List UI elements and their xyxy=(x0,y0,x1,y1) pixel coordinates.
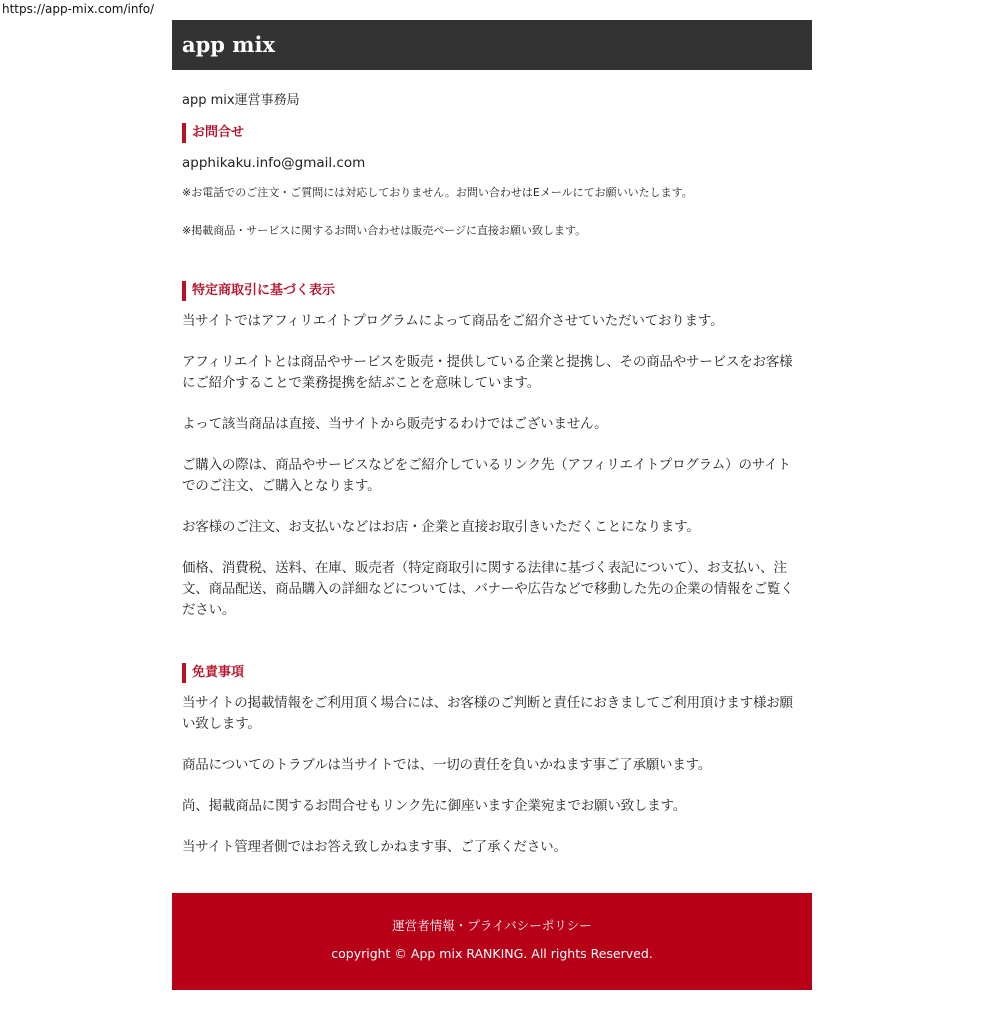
contact-heading: お問合せ xyxy=(182,123,802,143)
page-container xyxy=(172,20,812,990)
footer-link-privacy-policy[interactable]: プライバシーポリシー xyxy=(467,918,592,933)
page-url: https://app-mix.com/info/ xyxy=(2,2,155,16)
contact-note: ※掲載商品・サービスに関するお問い合わせは販売ページに直接お願い致します。 xyxy=(182,224,587,237)
disclaimer-body xyxy=(182,693,802,858)
copyright: copyright © App mix RANKING. All rights Reserved. xyxy=(331,946,653,961)
disclaimer-paragraph: 当サイトの掲載情報をご利用頂く場合には、お客様のご判断と責任におきましてご利用頂けます様お願い致します。 xyxy=(182,695,793,732)
footer-links xyxy=(172,893,812,934)
contact-note: ※お電話でのご注文・ご質問には対応しておりません。お問い合わせはEメールにてお願いいたします。 xyxy=(182,186,693,199)
organization-name: app mix運営事務局 xyxy=(182,93,300,108)
legal-heading: 特定商取引に基づく表示 xyxy=(182,281,802,301)
legal-paragraph: よって該当商品は直接、当サイトから販売するわけではございません。 xyxy=(182,416,608,432)
legal-paragraph: お客様のご注文、お支払いなどはお店・企業と直接お取引きいただくことになります。 xyxy=(182,519,700,535)
legal-paragraph: 価格、消費税、送料、在庫、販売者（特定商取引に関する法律に基づく表記について）、お支払い、注文、商品配送、商品購入の詳細などについては、バナーや広告などで移動した先の企業の情報をご覧ください。 xyxy=(182,560,794,618)
disclaimer-paragraph: 商品についてのトラブルは当サイトでは、一切の責任を負いかねます事ご了承願います。 xyxy=(182,757,712,773)
legal-paragraph: ご購入の際は、商品やサービスなどをご紹介しているリンク先（アフィリエイトプログラム）のサイトでのご注文、ご購入となります。 xyxy=(182,457,791,494)
contact-email: apphikaku.info@gmail.com xyxy=(182,155,366,171)
legal-body xyxy=(182,311,802,621)
disclaimer-paragraph: 尚、掲載商品に関するお問合せもリンク先に御座います企業宛までお願い致します。 xyxy=(182,798,687,814)
footer-link-separator: ・ xyxy=(454,918,468,933)
disclaimer-paragraph: 当サイト管理者側ではお答え致しかねます事、ご了承ください。 xyxy=(182,839,567,855)
site-footer xyxy=(172,893,812,990)
footer-link-operator-info[interactable]: 運営者情報 xyxy=(392,918,455,933)
site-header xyxy=(172,20,812,70)
main-content xyxy=(172,92,812,858)
legal-paragraph: 当サイトではアフィリエイトプログラムによって商品をご紹介させていただいております。 xyxy=(182,313,724,329)
legal-paragraph: アフィリエイトとは商品やサービスを販売・提供している企業と提携し、その商品やサービスをお客様にご紹介することで業務提携を結ぶことを意味しています。 xyxy=(182,354,793,391)
site-logo[interactable]: app mix xyxy=(182,32,276,57)
disclaimer-heading: 免責事項 xyxy=(182,663,802,683)
